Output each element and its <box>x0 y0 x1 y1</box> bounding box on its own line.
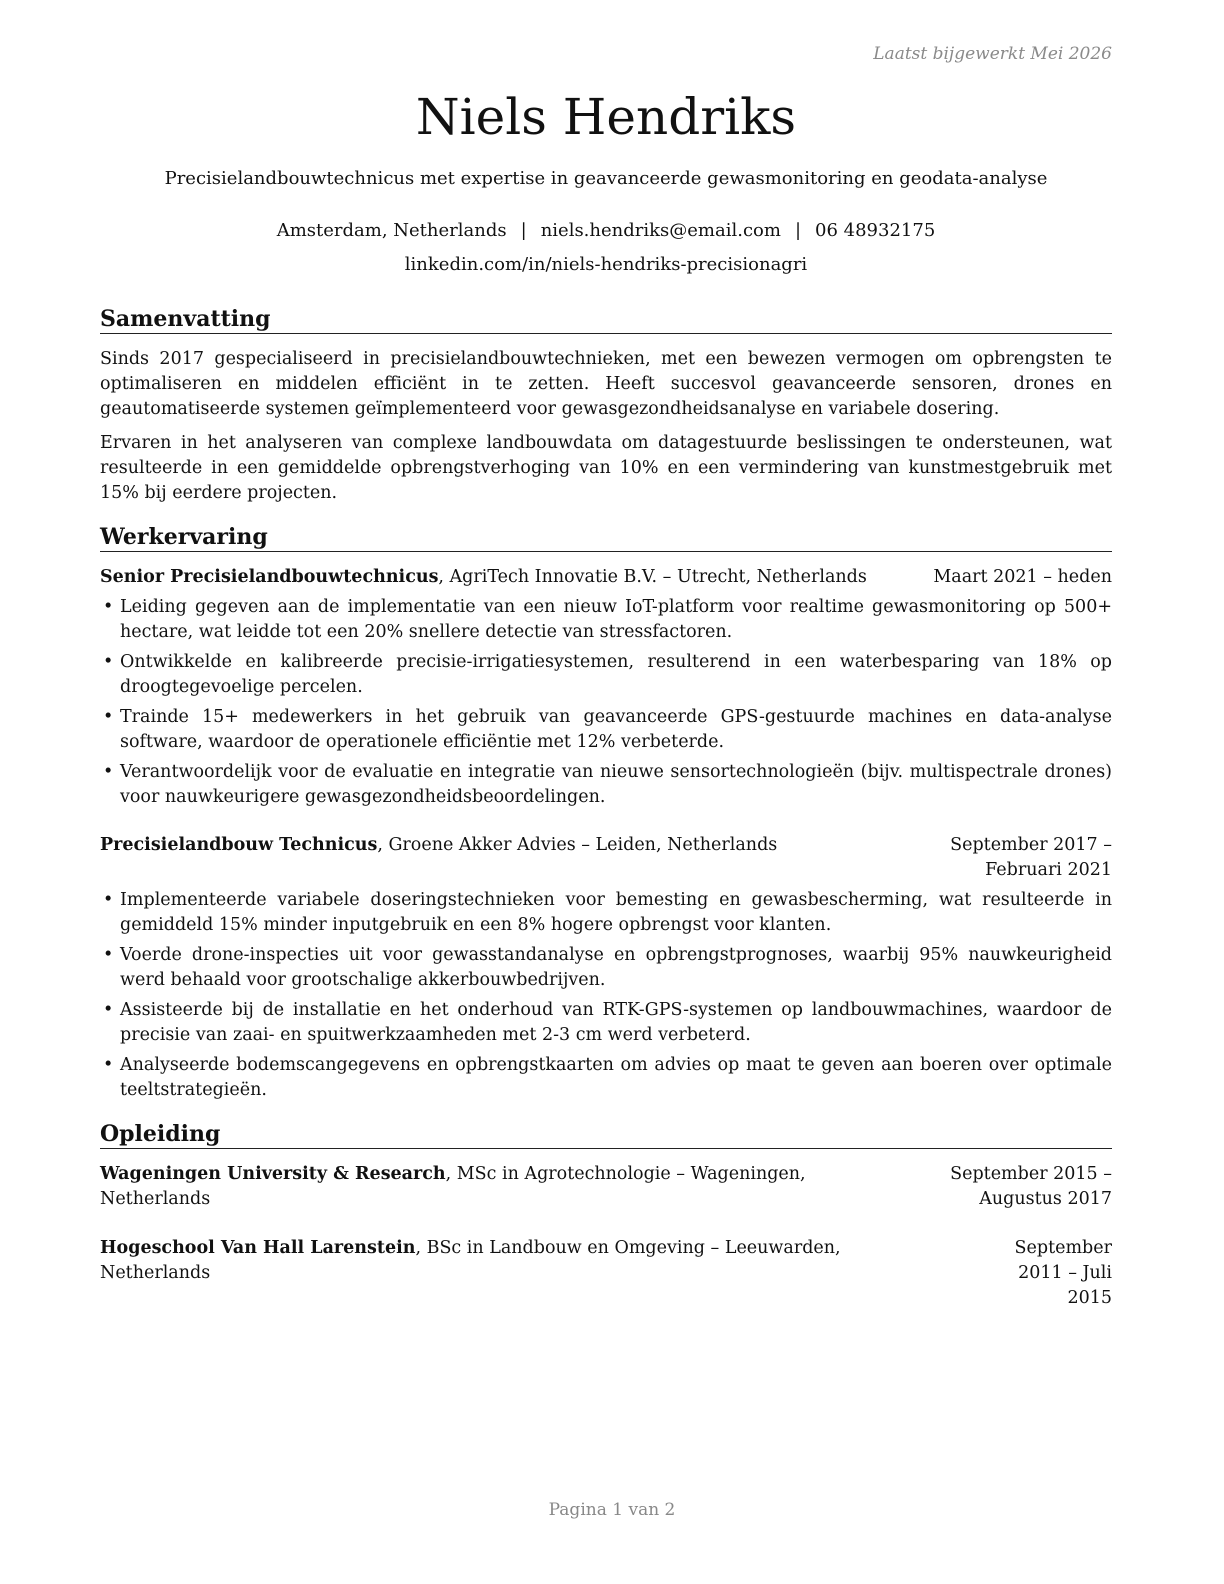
job-role: Senior Precisielandbouwtechnicus <box>100 567 439 587</box>
education-heading: Opleiding <box>100 1120 1112 1149</box>
separator: | <box>520 220 527 241</box>
experience-heading: Werkervaring <box>100 523 1112 552</box>
list-item: • Leiding gegeven aan de implementatie van een nieuw IoT-platform voor realtime gewasmonitoring op 500+ hectare, wat leidde tot een 20% snellere detectie van stressfactoren. <box>103 597 1112 642</box>
contact-line <box>100 218 1112 244</box>
candidate-name: Niels Hendriks <box>415 88 797 146</box>
job-org: , Groene Akker Advies – Leiden, Netherlands <box>377 835 778 855</box>
email-link[interactable]: niels.hendriks@email.com <box>540 220 781 241</box>
education-title-line <box>100 1162 880 1212</box>
bullet-icon: • <box>103 597 114 617</box>
separator: | <box>794 220 802 241</box>
job-dates: September 2017 – Februari 2021 <box>950 835 1112 880</box>
bullet-icon: • <box>103 1000 114 1020</box>
location: Amsterdam, Netherlands <box>276 220 507 241</box>
education-dates: September 2011 – Juli 2015 <box>1014 1238 1112 1308</box>
job-bullets <box>100 888 1112 1108</box>
bullet-icon: • <box>103 707 114 727</box>
job-title-line <box>100 565 867 590</box>
list-item: • Voerde drone-inspecties uit voor gewasstandanalyse en opbrengstprognoses, waarbij 95% nauwkeurigheid werd behaald voor grootschalige akkerbouwbedrijven. <box>103 945 1112 990</box>
list-item: • Verantwoordelijk voor de evaluatie en integratie van nieuwe sensortechnologieën (bijv. multispectrale drones) voor nauwkeurigere gewasgezondheidsbeoordelingen. <box>103 762 1112 807</box>
last-updated-note: Laatst bijgewerkt Mei 2026 <box>873 44 1112 64</box>
job-dates: Maart 2021 – heden <box>933 567 1112 587</box>
degree-detail: , MSc in Agrotechnologie – Wageningen, Netherlands <box>100 1164 806 1209</box>
linkedin-link[interactable]: linkedin.com/in/niels-hendriks-precisionagri <box>404 254 808 275</box>
school-name: Wageningen University & Research <box>100 1164 446 1184</box>
job-role: Precisielandbouw Technicus <box>100 835 378 855</box>
list-item: • Analyseerde bodemscangegevens en opbrengstkaarten om advies op maat te geven aan boeren over optimale teeltstrategieën. <box>103 1055 1112 1100</box>
summary-paragraph: Sinds 2017 gespecialiseerd in precisielandbouwtechnieken, met een bewezen vermogen om opbrengsten te optimaliseren en middelen efficiënt in te zetten. Heeft succesvol geavanceerde sensoren, drones en geautomatiseerde systemen geïmplementeerd voor gewasgezondheidsanalyse en variabele dosering. <box>100 349 1112 419</box>
page-number: Pagina 1 van 2 <box>548 1500 676 1520</box>
list-item: • Ontwikkelde en kalibreerde precisie-irrigatiesystemen, resulterend in een waterbesparing van 18% op droogtegevoelige percelen. <box>103 652 1112 697</box>
school-name: Hogeschool Van Hall Larenstein <box>100 1238 416 1258</box>
summary-paragraph: Ervaren in het analyseren van complexe landbouwdata om datagestuurde beslissingen te ondersteunen, wat resulteerde in een gemiddelde opbrengstverhoging van 10% en een vermindering van kunstmestgebruik met 15% bij eerdere projecten. <box>100 433 1112 503</box>
list-item: • Assisteerde bij de installatie en het onderhoud van RTK-GPS-systemen op landbouwmachines, waardoor de precisie van zaai- en spuitwerkzaamheden met 2-3 cm werd verbeterd. <box>103 1000 1112 1045</box>
bullet-icon: • <box>103 762 114 782</box>
bullet-icon: • <box>103 1055 114 1075</box>
summary-heading: Samenvatting <box>100 305 1112 334</box>
bullet-icon: • <box>103 945 114 965</box>
education-dates: September 2015 – Augustus 2017 <box>950 1164 1112 1209</box>
bullet-icon: • <box>103 652 114 672</box>
list-item: • Trainde 15+ medewerkers in het gebruik van geavanceerde GPS-gestuurde machines en data-analyse software, waardoor de operationele efficiëntie met 12% verbeterde. <box>103 707 1112 752</box>
job-org: , AgriTech Innovatie B.V. – Utrecht, Netherlands <box>438 567 867 587</box>
job-title-line <box>100 833 777 858</box>
degree-detail: , BSc in Landbouw en Omgeving – Leeuwarden, Netherlands <box>100 1238 841 1283</box>
list-item: • Implementeerde variabele doseringstechnieken voor bemesting en gewasbescherming, wat resulteerde in gemiddeld 15% minder inputgebruik en een 8% hogere opbrengst voor klanten. <box>103 890 1112 935</box>
education-title-line <box>100 1236 870 1286</box>
phone-number: 06 48932175 <box>815 220 936 241</box>
job-bullets <box>100 595 1112 815</box>
bullet-icon: • <box>103 890 114 910</box>
tagline: Precisielandbouwtechnicus met expertise in geavanceerde gewasmonitoring en geodata-analyse <box>164 168 1048 189</box>
